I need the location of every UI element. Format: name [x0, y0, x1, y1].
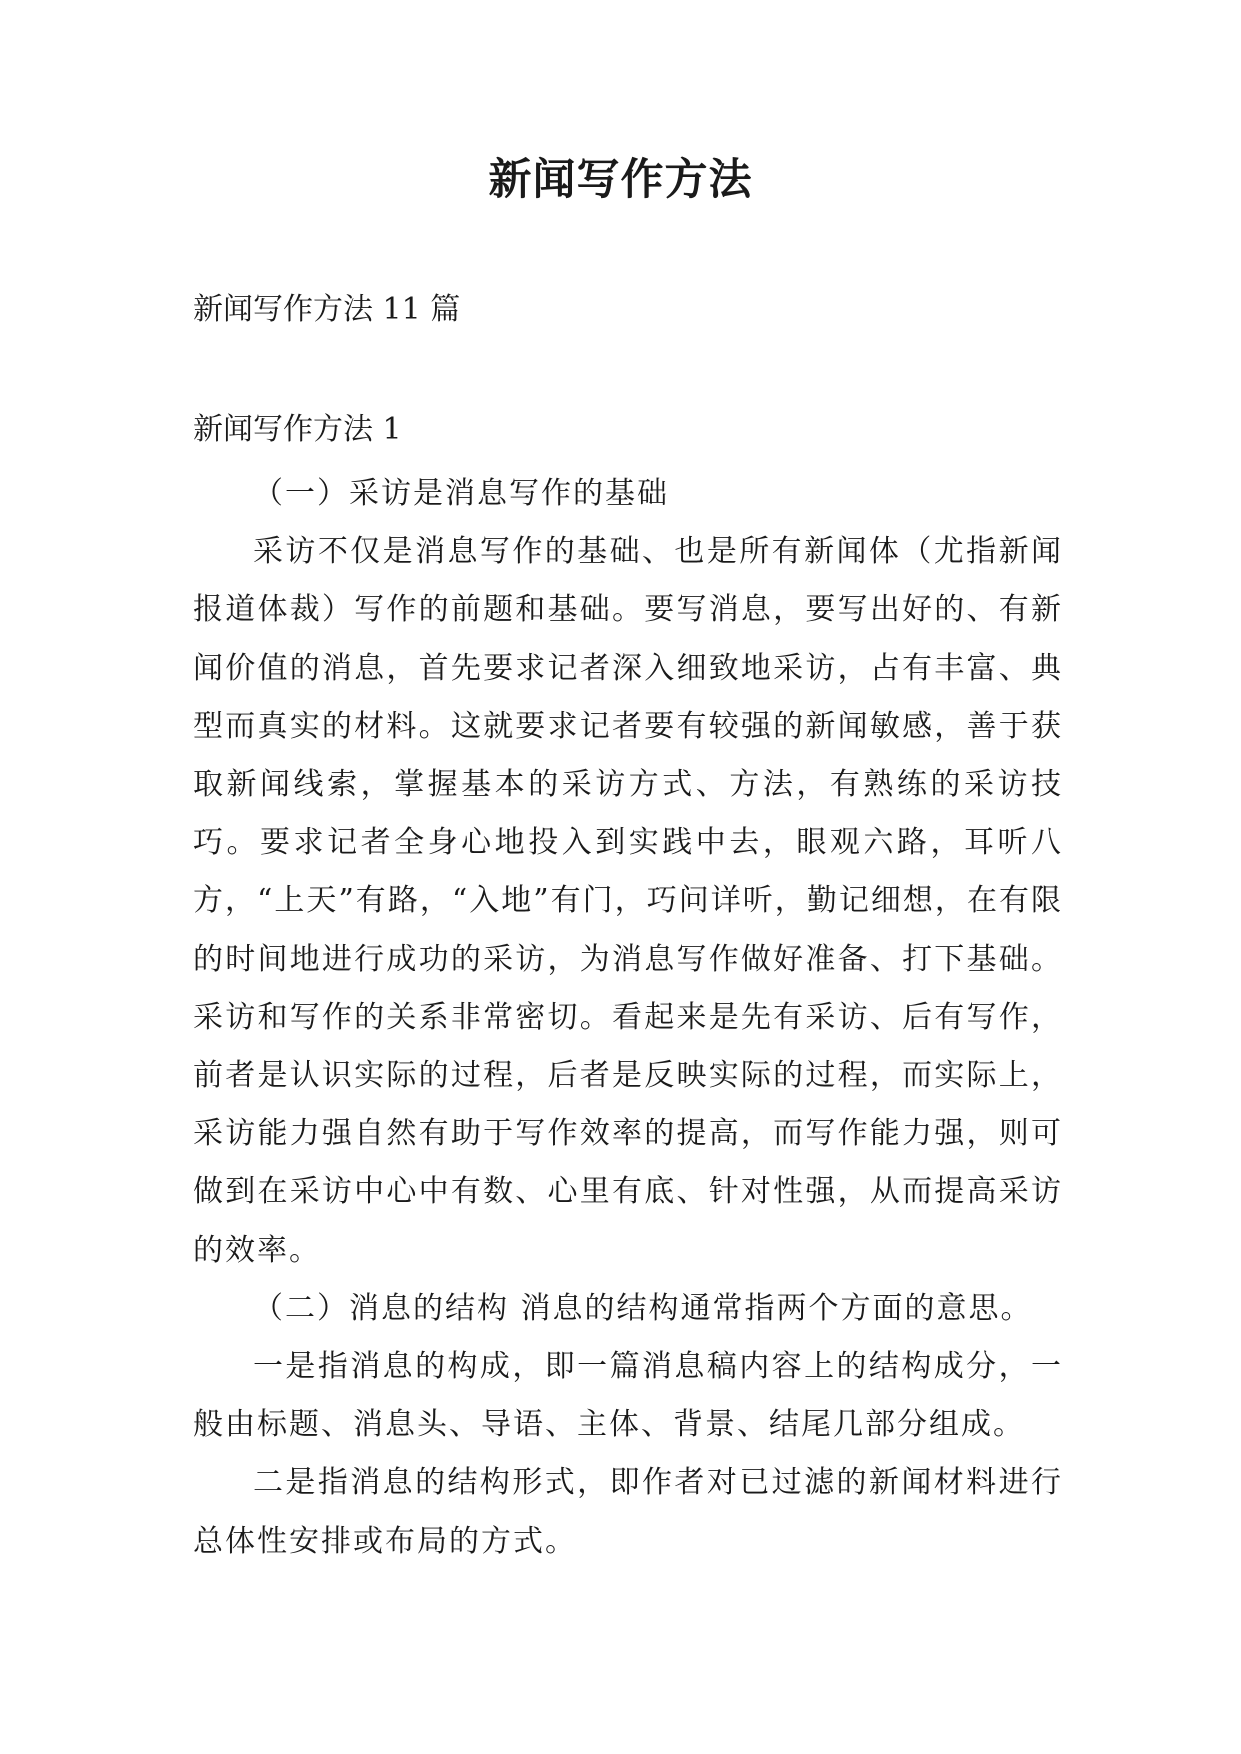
- section-title: 新闻写作方法 1: [193, 412, 402, 447]
- paragraph: 二是指消息的结构形式，即作者对已过滤的新闻材料进行总体性安排或布局的方式。: [193, 1465, 1063, 1559]
- document-subtitle: 新闻写作方法 11 篇: [193, 292, 461, 327]
- paragraph: 一是指消息的构成，即一篇消息稿内容上的结构成分，一般由标题、消息头、导语、主体、背景、结尾几部分组成。: [193, 1349, 1063, 1443]
- document-title: 新闻写作方法: [488, 155, 753, 205]
- paragraph-heading-1: （一）采访是消息写作的基础: [253, 476, 669, 511]
- document-body: [193, 465, 1063, 1571]
- paragraph-heading-2: （二）消息的结构 消息的结构通常指两个方面的意思。: [253, 1290, 1033, 1326]
- paragraph: 采访不仅是消息写作的基础、也是所有新闻体（尤指新闻报道体裁）写作的前题和基础。要写消息，要写出好的、有新闻价值的消息，首先要求记者深入细致地采访，占有丰富、典型而真实的材料。这就要求记者要有较强的新闻敏感，善于获取新闻线索，掌握基本的采访方式、方法，有熟练的采访技巧。要求记者全身心地投入到实践中去，眼观六路，耳听八方，“上天”有路，“入地”有门，巧问详听，勤记细想，在有限的时间地进行成功的采访，为消息写作做好准备、打下基础。 采访和写作的关系非常密切。看起来是先有采访、后有写作，前者是认识实际的过程，后者是反映实际的过程，而实际上，采访能力强自然有助于写作效率的提高，而写作能力强，则可做到在采访中心中有数、心里有底、针对性强，从而提高采访的效率。: [193, 534, 1063, 1268]
